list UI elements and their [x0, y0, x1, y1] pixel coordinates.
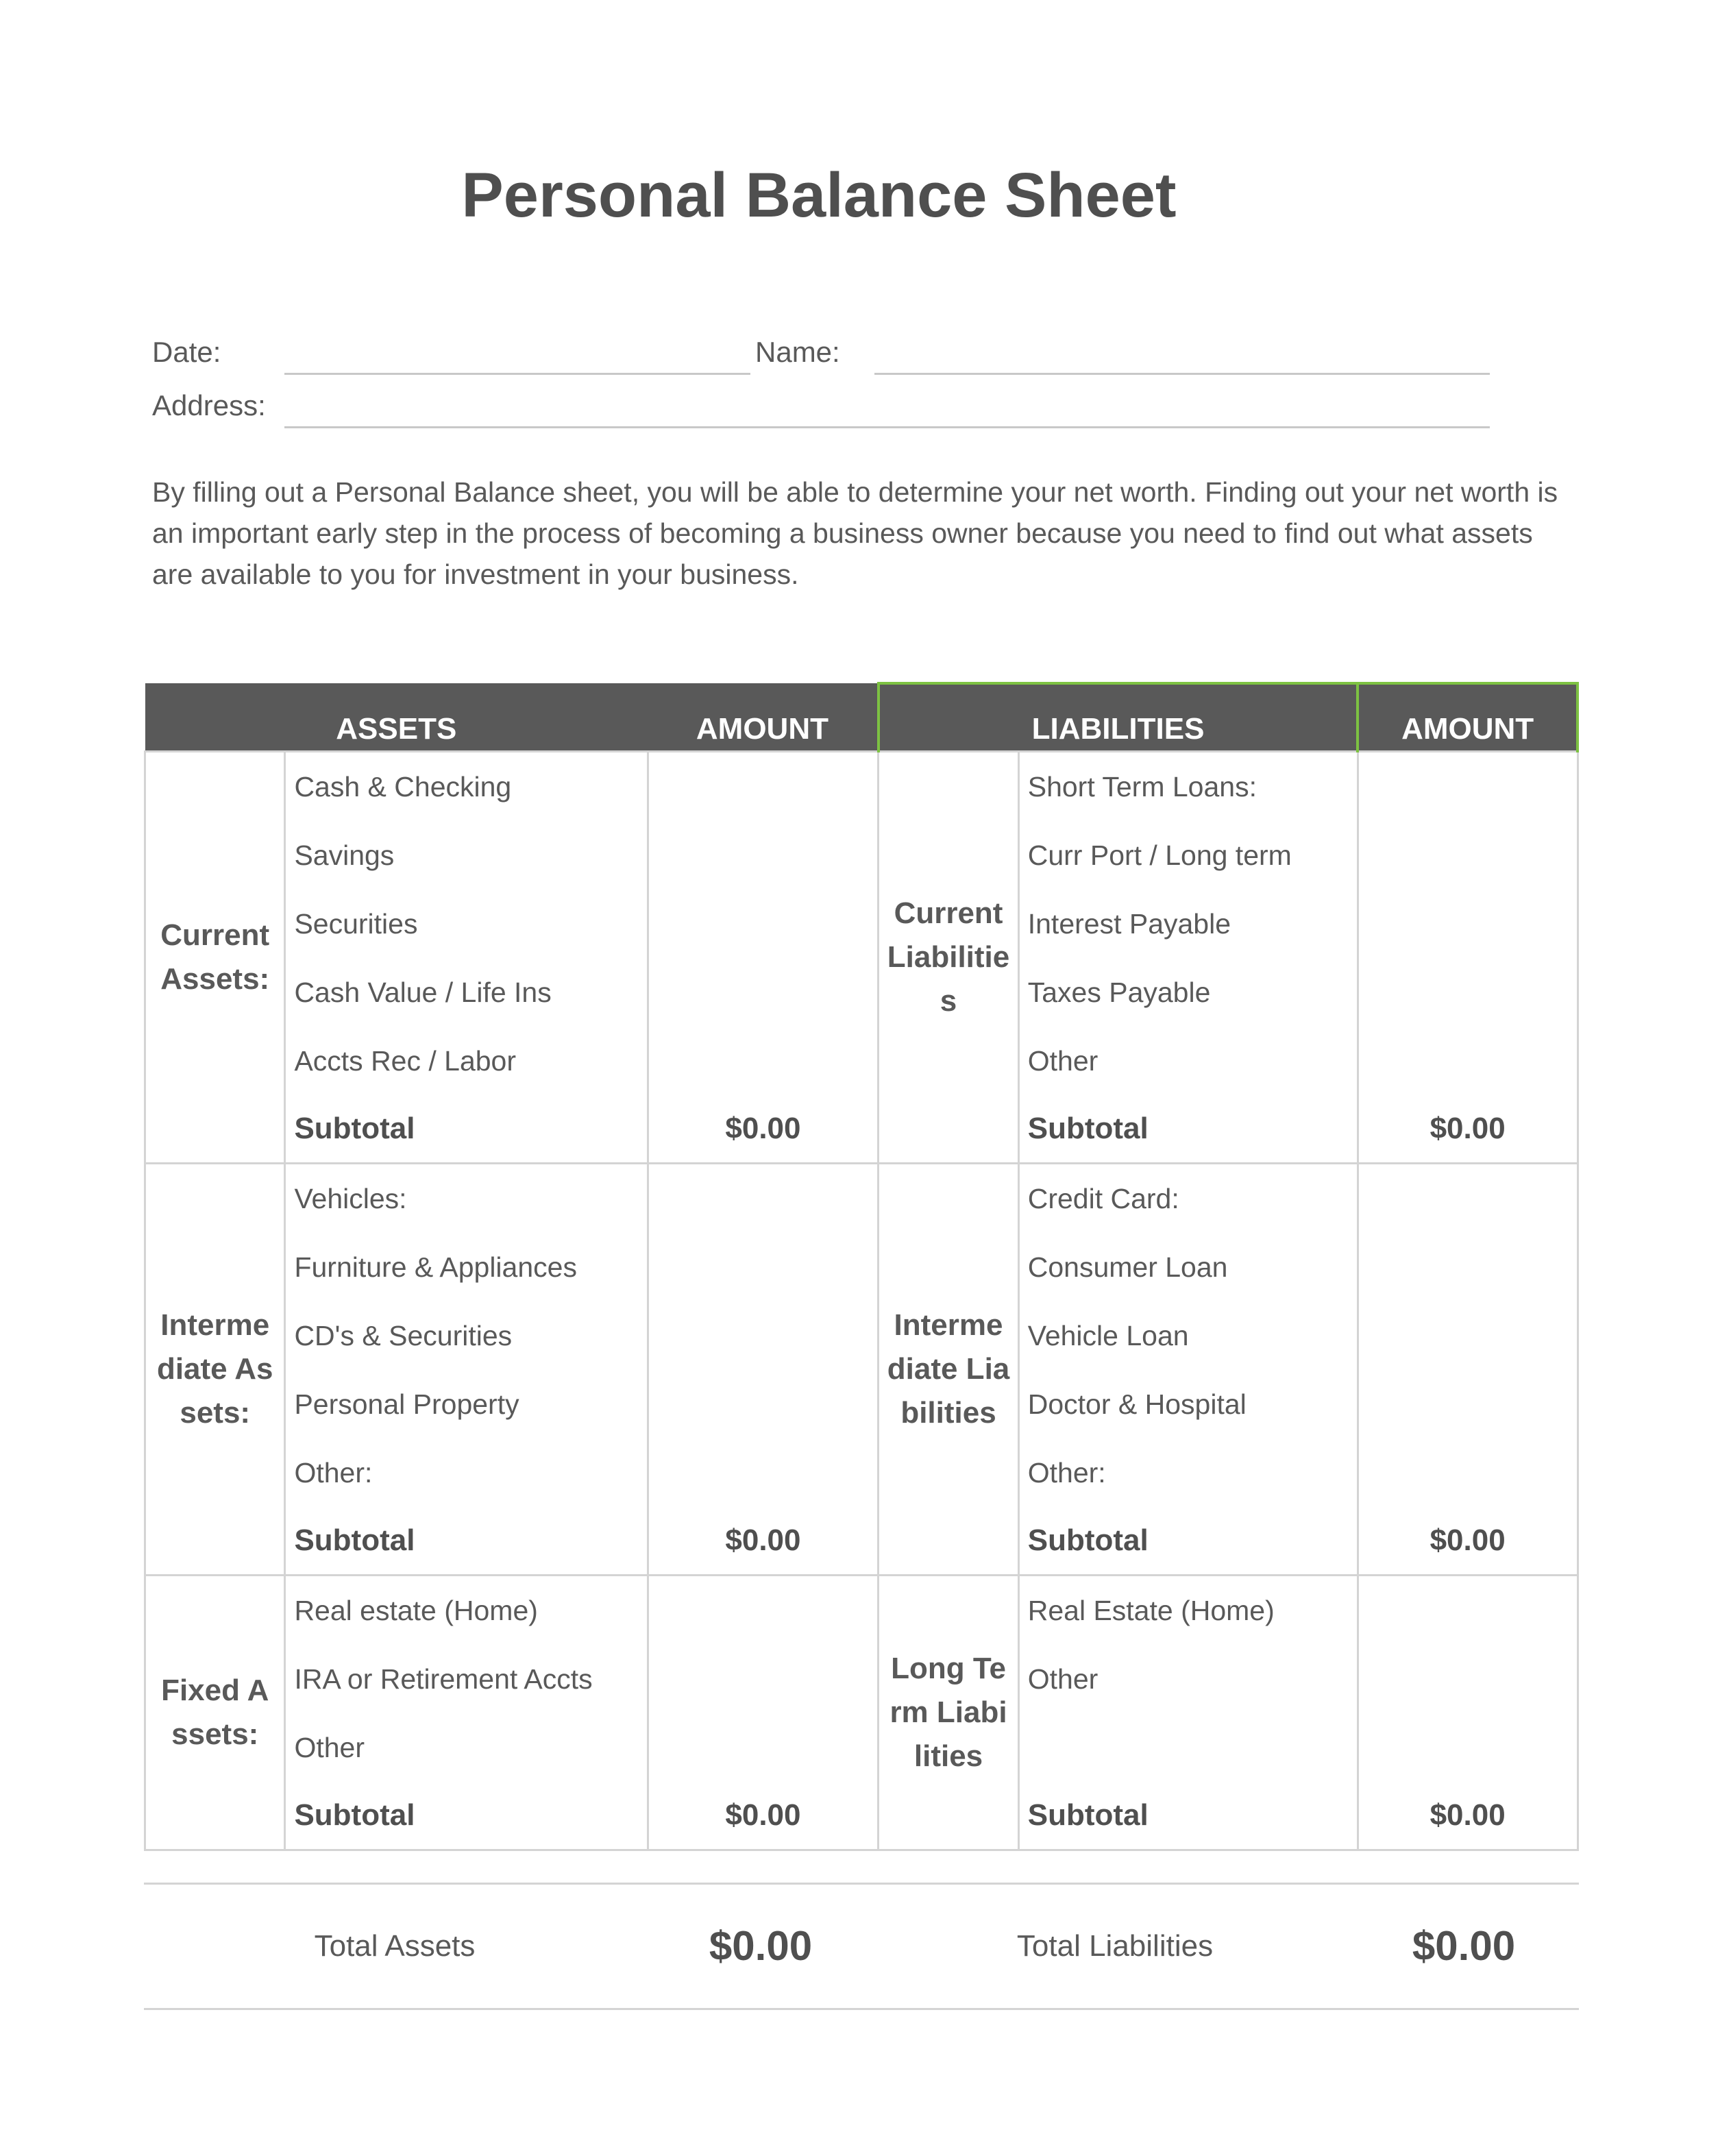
liability-items-cell [1018, 752, 1358, 1164]
list-item: Personal Property [294, 1388, 519, 1420]
assets-header: ASSETS [145, 683, 648, 752]
liability-items-cell [1018, 1576, 1358, 1850]
list-item: Other [294, 1732, 365, 1763]
asset-amount-cell[interactable] [648, 1164, 879, 1576]
date-label: Date: [152, 336, 221, 368]
balance-sheet-table [144, 682, 1579, 1851]
subtotal-value: $0.00 [1429, 1798, 1506, 1832]
total-assets-label: Total Assets [314, 1929, 476, 1963]
address-field[interactable] [284, 426, 1490, 428]
list-item: Vehicles: [294, 1183, 407, 1214]
list-item: Other: [1027, 1457, 1106, 1489]
list-item: Interest Payable [1027, 908, 1231, 940]
asset-items-cell [285, 1576, 648, 1850]
list-item: Other: [294, 1457, 373, 1489]
liability-amount-cell[interactable] [1358, 1164, 1578, 1576]
subtotal-label: Subtotal [1027, 1798, 1149, 1832]
list-item: Doctor & Hospital [1027, 1388, 1247, 1420]
list-item: Cash Value / Life Ins [294, 977, 552, 1008]
table-row [145, 752, 1578, 1164]
asset-amount-header: AMOUNT [648, 683, 879, 752]
page-title: Personal Balance Sheet [461, 160, 1177, 230]
asset-category: Intermediate Assets: [145, 1164, 285, 1576]
name-field[interactable] [874, 373, 1490, 375]
liability-category: Intermediate Liabilities [879, 1164, 1018, 1576]
subtotal-value: $0.00 [1429, 1523, 1506, 1557]
date-field[interactable] [284, 373, 750, 375]
list-item: Cash & Checking [294, 771, 512, 803]
name-label: Name: [755, 336, 840, 368]
list-item: Furniture & Appliances [294, 1251, 577, 1283]
liabilities-header: LIABILITIES [879, 683, 1358, 752]
total-assets-value: $0.00 [709, 1923, 813, 1969]
totals-row [144, 1883, 1579, 2010]
liability-amount-cell[interactable] [1358, 1576, 1578, 1850]
list-item: Real estate (Home) [294, 1595, 538, 1626]
subtotal-label: Subtotal [1027, 1523, 1149, 1557]
subtotal-value: $0.00 [725, 1523, 801, 1557]
table-header-row [145, 683, 1578, 752]
asset-amount-cell[interactable] [648, 1576, 879, 1850]
subtotal-label: Subtotal [294, 1523, 415, 1557]
list-item: Consumer Loan [1027, 1251, 1228, 1283]
list-item: Real Estate (Home) [1027, 1595, 1275, 1626]
list-item: Curr Port / Long term [1027, 840, 1292, 871]
subtotal-value: $0.00 [1429, 1112, 1506, 1145]
asset-category: Current Assets: [145, 752, 285, 1164]
table-row [145, 1164, 1578, 1576]
list-item: Taxes Payable [1027, 977, 1211, 1008]
list-item: Vehicle Loan [1027, 1320, 1189, 1351]
intro-paragraph: By filling out a Personal Balance sheet, you will be able to determine your net worth. Finding out your net worth is an important early step in the process of becoming a business owner because you need to find out what assets are available to you for investment in your business. [152, 476, 1558, 590]
subtotal-label: Subtotal [294, 1798, 415, 1832]
list-item: Savings [294, 840, 395, 871]
subtotal-label: Subtotal [1027, 1112, 1149, 1145]
list-item: Credit Card: [1027, 1183, 1179, 1214]
address-label: Address: [152, 389, 266, 421]
liability-amount-header: AMOUNT [1358, 683, 1578, 752]
list-item: Other [1027, 1045, 1099, 1077]
liability-category: Current Liabilities [879, 752, 1018, 1164]
asset-category: Fixed Assets: [145, 1576, 285, 1850]
list-item: CD's & Securities [294, 1320, 513, 1351]
list-item: Short Term Loans: [1027, 771, 1257, 803]
total-liabilities-value: $0.00 [1412, 1923, 1516, 1969]
liability-amount-cell[interactable] [1358, 752, 1578, 1164]
list-item: IRA or Retirement Accts [294, 1663, 593, 1695]
total-liabilities-label: Total Liabilities [1016, 1929, 1214, 1963]
liability-category: Long Term Liabilities [879, 1576, 1018, 1850]
liability-items-cell [1018, 1164, 1358, 1576]
subtotal-value: $0.00 [725, 1112, 801, 1145]
list-item [1028, 1713, 1357, 1782]
asset-amount-cell[interactable] [648, 752, 879, 1164]
list-item: Accts Rec / Labor [294, 1045, 517, 1077]
list-item: Other [1027, 1663, 1099, 1695]
subtotal-value: $0.00 [725, 1798, 801, 1832]
subtotal-label: Subtotal [294, 1112, 415, 1145]
table-row [145, 1576, 1578, 1850]
asset-items-cell [285, 752, 648, 1164]
list-item: Securities [294, 908, 418, 940]
asset-items-cell [285, 1164, 648, 1576]
